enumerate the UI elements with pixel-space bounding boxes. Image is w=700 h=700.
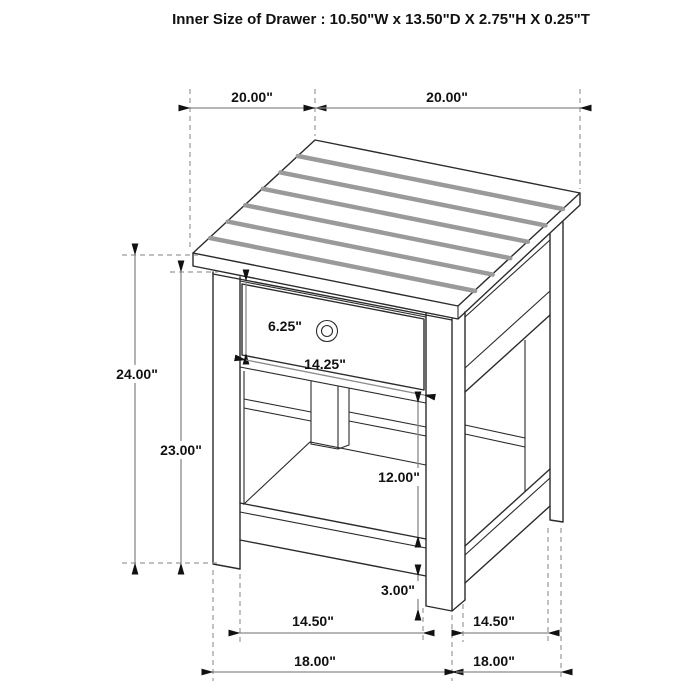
tabletop xyxy=(193,140,580,319)
dim-drawer-width xyxy=(246,356,424,395)
dim-foot-clearance-label: 3.00" xyxy=(381,582,415,598)
drawer-front xyxy=(242,284,424,390)
dim-front-width-label: 18.00" xyxy=(294,653,336,669)
dim-top-width-left-label: 20.00" xyxy=(231,89,273,105)
dim-front-leg-opening xyxy=(240,613,423,633)
dim-front-leg-opening-label: 14.50" xyxy=(292,613,334,629)
dim-top-width-right xyxy=(315,89,580,108)
dim-overall-height xyxy=(112,255,162,563)
dim-side-depth xyxy=(456,653,561,672)
dim-under-top-height-label: 23.00" xyxy=(160,442,202,458)
dim-under-top-height xyxy=(156,272,206,563)
dim-top-width-right-label: 20.00" xyxy=(426,89,468,105)
extension-lines xyxy=(122,89,580,681)
dim-shelf-opening-label: 12.00" xyxy=(378,469,420,485)
dim-shelf-opening xyxy=(374,403,424,536)
dim-drawer-width-label: 14.25" xyxy=(304,356,346,372)
dim-foot-clearance xyxy=(377,576,419,609)
carcass-front xyxy=(213,272,465,611)
dim-side-leg-opening xyxy=(463,613,548,633)
diagram-title: Inner Size of Drawer : 10.50"W x 13.50"D X 2.75"H X 0.25"T xyxy=(172,11,590,28)
dim-side-depth-label: 18.00" xyxy=(473,653,515,669)
dim-side-leg-opening-label: 14.50" xyxy=(473,613,515,629)
rear-right-leg xyxy=(550,222,563,522)
dim-drawer-height-label: 6.25" xyxy=(268,318,302,334)
dim-overall-height-label: 24.00" xyxy=(116,366,158,382)
end-table-drawing xyxy=(193,140,580,611)
rear-left-leg xyxy=(311,381,349,449)
dim-front-width xyxy=(213,653,452,672)
drawer-knob-icon xyxy=(317,321,338,342)
dim-top-width-left xyxy=(190,89,315,108)
